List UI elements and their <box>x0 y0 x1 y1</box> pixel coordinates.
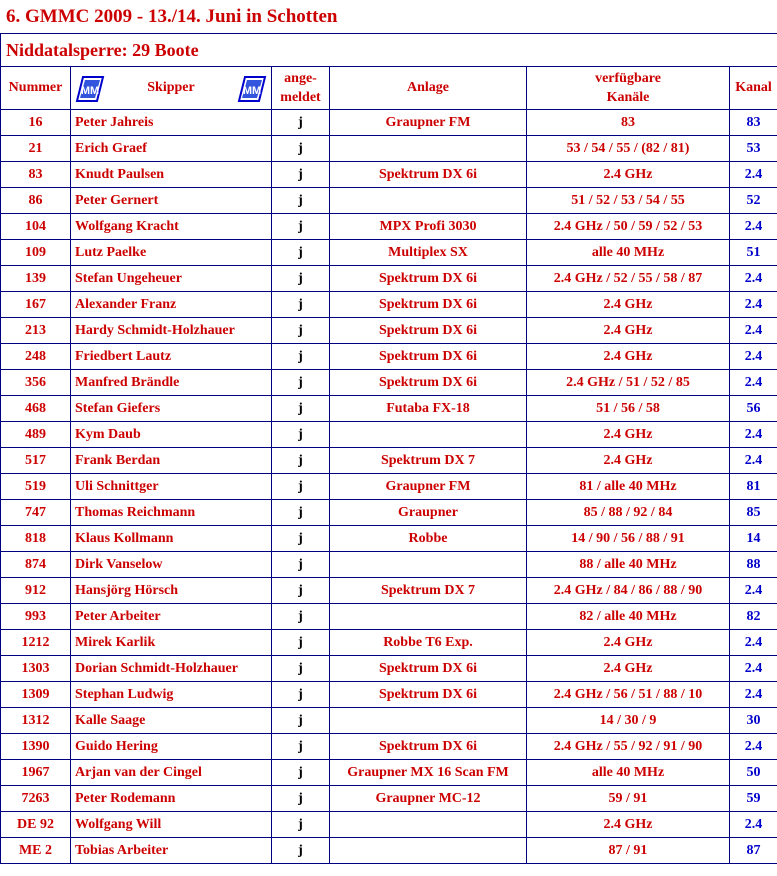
cell-angemeldet: j <box>272 578 330 604</box>
cell-kanaele: 2.4 GHz / 51 / 52 / 85 <box>527 370 730 396</box>
cell-angemeldet: j <box>272 188 330 214</box>
cell-angemeldet: j <box>272 838 330 864</box>
header-kanaele: verfügbare Kanäle <box>527 67 730 110</box>
cell-angemeldet: j <box>272 448 330 474</box>
cell-nummer: 1212 <box>1 630 71 656</box>
table-row <box>1 786 777 812</box>
cell-anlage <box>330 552 527 578</box>
cell-anlage: Spektrum DX 6i <box>330 162 527 188</box>
cell-angemeldet: j <box>272 682 330 708</box>
cell-anlage: Spektrum DX 6i <box>330 656 527 682</box>
table-row <box>1 318 777 344</box>
cell-nummer: 21 <box>1 136 71 162</box>
cell-nummer: 16 <box>1 110 71 136</box>
table-row <box>1 396 777 422</box>
cell-skipper: Wolfgang Kracht <box>71 214 272 240</box>
cell-skipper: Erich Graef <box>71 136 272 162</box>
svg-text:MM: MM <box>242 85 262 97</box>
cell-kanal: 50 <box>730 760 777 786</box>
cell-kanaele: 51 / 56 / 58 <box>527 396 730 422</box>
cell-kanaele: 2.4 GHz / 55 / 92 / 91 / 90 <box>527 734 730 760</box>
cell-angemeldet: j <box>272 370 330 396</box>
table-row <box>1 292 777 318</box>
cell-angemeldet: j <box>272 552 330 578</box>
cell-anlage <box>330 604 527 630</box>
cell-skipper: Knudt Paulsen <box>71 162 272 188</box>
cell-kanal: 30 <box>730 708 777 734</box>
cell-anlage: Spektrum DX 6i <box>330 370 527 396</box>
cell-angemeldet: j <box>272 708 330 734</box>
cell-angemeldet: j <box>272 266 330 292</box>
cell-nummer: 519 <box>1 474 71 500</box>
cell-skipper: Hansjörg Hörsch <box>71 578 272 604</box>
header-kanal: Kanal <box>730 67 777 110</box>
cell-kanaele: 2.4 GHz <box>527 344 730 370</box>
cell-skipper: Uli Schnittger <box>71 474 272 500</box>
table-row <box>1 422 777 448</box>
cell-anlage <box>330 838 527 864</box>
cell-angemeldet: j <box>272 396 330 422</box>
cell-nummer: 167 <box>1 292 71 318</box>
cell-angemeldet: j <box>272 812 330 838</box>
cell-nummer: 139 <box>1 266 71 292</box>
table-row <box>1 656 777 682</box>
cell-kanal: 2.4 <box>730 630 777 656</box>
cell-anlage: Graupner <box>330 500 527 526</box>
cell-skipper: Lutz Paelke <box>71 240 272 266</box>
cell-kanaele: 2.4 GHz <box>527 162 730 188</box>
cell-anlage: Robbe T6 Exp. <box>330 630 527 656</box>
cell-skipper: Hardy Schmidt-Holzhauer <box>71 318 272 344</box>
cell-skipper: Peter Jahreis <box>71 110 272 136</box>
club-logo-icon <box>237 75 267 103</box>
table-row <box>1 552 777 578</box>
table-row <box>1 578 777 604</box>
cell-kanal: 56 <box>730 396 777 422</box>
cell-skipper: Dirk Vanselow <box>71 552 272 578</box>
cell-angemeldet: j <box>272 162 330 188</box>
table-row <box>1 474 777 500</box>
cell-kanal: 83 <box>730 110 777 136</box>
cell-angemeldet: j <box>272 292 330 318</box>
table-row <box>1 708 777 734</box>
cell-kanal: 2.4 <box>730 422 777 448</box>
cell-kanaele: 51 / 52 / 53 / 54 / 55 <box>527 188 730 214</box>
cell-kanal: 52 <box>730 188 777 214</box>
svg-text:MM: MM <box>80 85 100 97</box>
cell-kanal: 2.4 <box>730 292 777 318</box>
cell-angemeldet: j <box>272 136 330 162</box>
table-row <box>1 344 777 370</box>
cell-skipper: Wolfgang Will <box>71 812 272 838</box>
column-header-row <box>1 67 777 110</box>
cell-angemeldet: j <box>272 474 330 500</box>
cell-kanaele: 82 / alle 40 MHz <box>527 604 730 630</box>
cell-angemeldet: j <box>272 422 330 448</box>
cell-kanaele: 83 <box>527 110 730 136</box>
cell-kanaele: 2.4 GHz / 56 / 51 / 88 / 10 <box>527 682 730 708</box>
cell-kanaele: 14 / 30 / 9 <box>527 708 730 734</box>
cell-kanaele: 14 / 90 / 56 / 88 / 91 <box>527 526 730 552</box>
table-row <box>1 500 777 526</box>
cell-skipper: Guido Hering <box>71 734 272 760</box>
cell-anlage: Spektrum DX 6i <box>330 682 527 708</box>
header-angemeldet: ange- meldet <box>272 67 330 110</box>
cell-nummer: 7263 <box>1 786 71 812</box>
cell-anlage <box>330 188 527 214</box>
cell-nummer: 1303 <box>1 656 71 682</box>
cell-kanaele: 2.4 GHz <box>527 422 730 448</box>
cell-anlage: Robbe <box>330 526 527 552</box>
cell-skipper: Thomas Reichmann <box>71 500 272 526</box>
cell-angemeldet: j <box>272 526 330 552</box>
cell-anlage: MPX Profi 3030 <box>330 214 527 240</box>
cell-anlage: Spektrum DX 6i <box>330 734 527 760</box>
cell-kanal: 51 <box>730 240 777 266</box>
table-row <box>1 448 777 474</box>
cell-kanaele: 2.4 GHz <box>527 656 730 682</box>
cell-anlage: Multiplex SX <box>330 240 527 266</box>
cell-kanaele: 2.4 GHz <box>527 812 730 838</box>
header-skipper <box>71 67 272 110</box>
cell-skipper: Stefan Ungeheuer <box>71 266 272 292</box>
cell-kanal: 82 <box>730 604 777 630</box>
cell-skipper: Peter Rodemann <box>71 786 272 812</box>
cell-nummer: DE 92 <box>1 812 71 838</box>
table-row <box>1 526 777 552</box>
table-row <box>1 162 777 188</box>
cell-nummer: 86 <box>1 188 71 214</box>
cell-angemeldet: j <box>272 214 330 240</box>
cell-anlage: Spektrum DX 6i <box>330 318 527 344</box>
table-row <box>1 760 777 786</box>
cell-kanal: 2.4 <box>730 656 777 682</box>
header-skipper-label: Skipper <box>147 80 195 95</box>
cell-kanal: 59 <box>730 786 777 812</box>
header-nummer: Nummer <box>1 67 71 110</box>
cell-anlage: Spektrum DX 6i <box>330 266 527 292</box>
table-row <box>1 734 777 760</box>
cell-skipper: Tobias Arbeiter <box>71 838 272 864</box>
cell-kanal: 2.4 <box>730 682 777 708</box>
cell-skipper: Mirek Karlik <box>71 630 272 656</box>
cell-kanal: 2.4 <box>730 448 777 474</box>
cell-anlage <box>330 422 527 448</box>
table-body <box>1 110 777 864</box>
cell-skipper: Kalle Saage <box>71 708 272 734</box>
cell-angemeldet: j <box>272 110 330 136</box>
cell-skipper: Frank Berdan <box>71 448 272 474</box>
cell-nummer: 109 <box>1 240 71 266</box>
cell-kanal: 2.4 <box>730 214 777 240</box>
cell-skipper: Peter Gernert <box>71 188 272 214</box>
cell-kanal: 14 <box>730 526 777 552</box>
cell-angemeldet: j <box>272 604 330 630</box>
cell-angemeldet: j <box>272 240 330 266</box>
table-row <box>1 240 777 266</box>
cell-kanal: 53 <box>730 136 777 162</box>
cell-kanal: 88 <box>730 552 777 578</box>
cell-anlage <box>330 136 527 162</box>
cell-kanaele: 88 / alle 40 MHz <box>527 552 730 578</box>
cell-kanal: 2.4 <box>730 370 777 396</box>
cell-nummer: 213 <box>1 318 71 344</box>
cell-kanal: 2.4 <box>730 812 777 838</box>
cell-nummer: 356 <box>1 370 71 396</box>
cell-angemeldet: j <box>272 760 330 786</box>
cell-kanaele: 2.4 GHz <box>527 318 730 344</box>
cell-nummer: 1390 <box>1 734 71 760</box>
cell-skipper: Manfred Brändle <box>71 370 272 396</box>
cell-angemeldet: j <box>272 630 330 656</box>
table-row <box>1 812 777 838</box>
cell-anlage: Futaba FX-18 <box>330 396 527 422</box>
table-row <box>1 110 777 136</box>
cell-anlage: Spektrum DX 6i <box>330 344 527 370</box>
cell-skipper: Arjan van der Cingel <box>71 760 272 786</box>
cell-nummer: 1967 <box>1 760 71 786</box>
table-row <box>1 266 777 292</box>
page-title: 6. GMMC 2009 - 13./14. Juni in Schotten <box>6 6 338 27</box>
cell-kanaele: 2.4 GHz <box>527 630 730 656</box>
cell-angemeldet: j <box>272 344 330 370</box>
table-row <box>1 838 777 864</box>
table-row <box>1 630 777 656</box>
header-anlage: Anlage <box>330 67 527 110</box>
table-row <box>1 604 777 630</box>
cell-skipper: Friedbert Lautz <box>71 344 272 370</box>
cell-nummer: 912 <box>1 578 71 604</box>
table-row <box>1 370 777 396</box>
cell-kanal: 2.4 <box>730 266 777 292</box>
cell-nummer: 993 <box>1 604 71 630</box>
cell-nummer: 517 <box>1 448 71 474</box>
cell-nummer: 1312 <box>1 708 71 734</box>
cell-kanal: 2.4 <box>730 162 777 188</box>
cell-kanaele: 2.4 GHz / 52 / 55 / 58 / 87 <box>527 266 730 292</box>
club-logo-icon <box>75 75 105 103</box>
cell-kanaele: alle 40 MHz <box>527 760 730 786</box>
cell-anlage: Graupner MX 16 Scan FM <box>330 760 527 786</box>
table-row <box>1 214 777 240</box>
cell-skipper: Kym Daub <box>71 422 272 448</box>
cell-skipper: Peter Arbeiter <box>71 604 272 630</box>
cell-anlage: Graupner FM <box>330 474 527 500</box>
cell-kanal: 81 <box>730 474 777 500</box>
cell-kanaele: 2.4 GHz / 50 / 59 / 52 / 53 <box>527 214 730 240</box>
cell-anlage: Spektrum DX 6i <box>330 292 527 318</box>
cell-nummer: 1309 <box>1 682 71 708</box>
cell-kanal: 2.4 <box>730 344 777 370</box>
cell-nummer: 747 <box>1 500 71 526</box>
boat-table <box>0 33 777 864</box>
cell-skipper: Stefan Giefers <box>71 396 272 422</box>
cell-angemeldet: j <box>272 786 330 812</box>
cell-kanaele: 59 / 91 <box>527 786 730 812</box>
cell-skipper: Dorian Schmidt-Holzhauer <box>71 656 272 682</box>
cell-anlage <box>330 812 527 838</box>
cell-anlage: Graupner MC-12 <box>330 786 527 812</box>
cell-angemeldet: j <box>272 656 330 682</box>
cell-nummer: 104 <box>1 214 71 240</box>
cell-kanaele: 2.4 GHz / 84 / 86 / 88 / 90 <box>527 578 730 604</box>
cell-kanaele: 2.4 GHz <box>527 292 730 318</box>
cell-anlage <box>330 708 527 734</box>
cell-angemeldet: j <box>272 318 330 344</box>
cell-kanaele: alle 40 MHz <box>527 240 730 266</box>
table-row <box>1 682 777 708</box>
cell-kanal: 85 <box>730 500 777 526</box>
cell-kanal: 2.4 <box>730 578 777 604</box>
section-title: Niddatalsperre: 29 Boote <box>1 34 777 67</box>
cell-angemeldet: j <box>272 500 330 526</box>
cell-nummer: 468 <box>1 396 71 422</box>
cell-skipper: Alexander Franz <box>71 292 272 318</box>
cell-anlage: Graupner FM <box>330 110 527 136</box>
cell-anlage: Spektrum DX 7 <box>330 448 527 474</box>
cell-kanal: 2.4 <box>730 318 777 344</box>
table-row <box>1 136 777 162</box>
cell-kanaele: 2.4 GHz <box>527 448 730 474</box>
cell-skipper: Stephan Ludwig <box>71 682 272 708</box>
cell-nummer: ME 2 <box>1 838 71 864</box>
cell-kanaele: 81 / alle 40 MHz <box>527 474 730 500</box>
cell-nummer: 874 <box>1 552 71 578</box>
cell-angemeldet: j <box>272 734 330 760</box>
cell-kanal: 87 <box>730 838 777 864</box>
cell-kanaele: 85 / 88 / 92 / 84 <box>527 500 730 526</box>
cell-kanaele: 53 / 54 / 55 / (82 / 81) <box>527 136 730 162</box>
cell-nummer: 489 <box>1 422 71 448</box>
cell-kanaele: 87 / 91 <box>527 838 730 864</box>
cell-skipper: Klaus Kollmann <box>71 526 272 552</box>
section-header-row <box>1 34 777 67</box>
cell-nummer: 818 <box>1 526 71 552</box>
cell-anlage: Spektrum DX 7 <box>330 578 527 604</box>
cell-kanal: 2.4 <box>730 734 777 760</box>
cell-nummer: 83 <box>1 162 71 188</box>
cell-nummer: 248 <box>1 344 71 370</box>
table-row <box>1 188 777 214</box>
